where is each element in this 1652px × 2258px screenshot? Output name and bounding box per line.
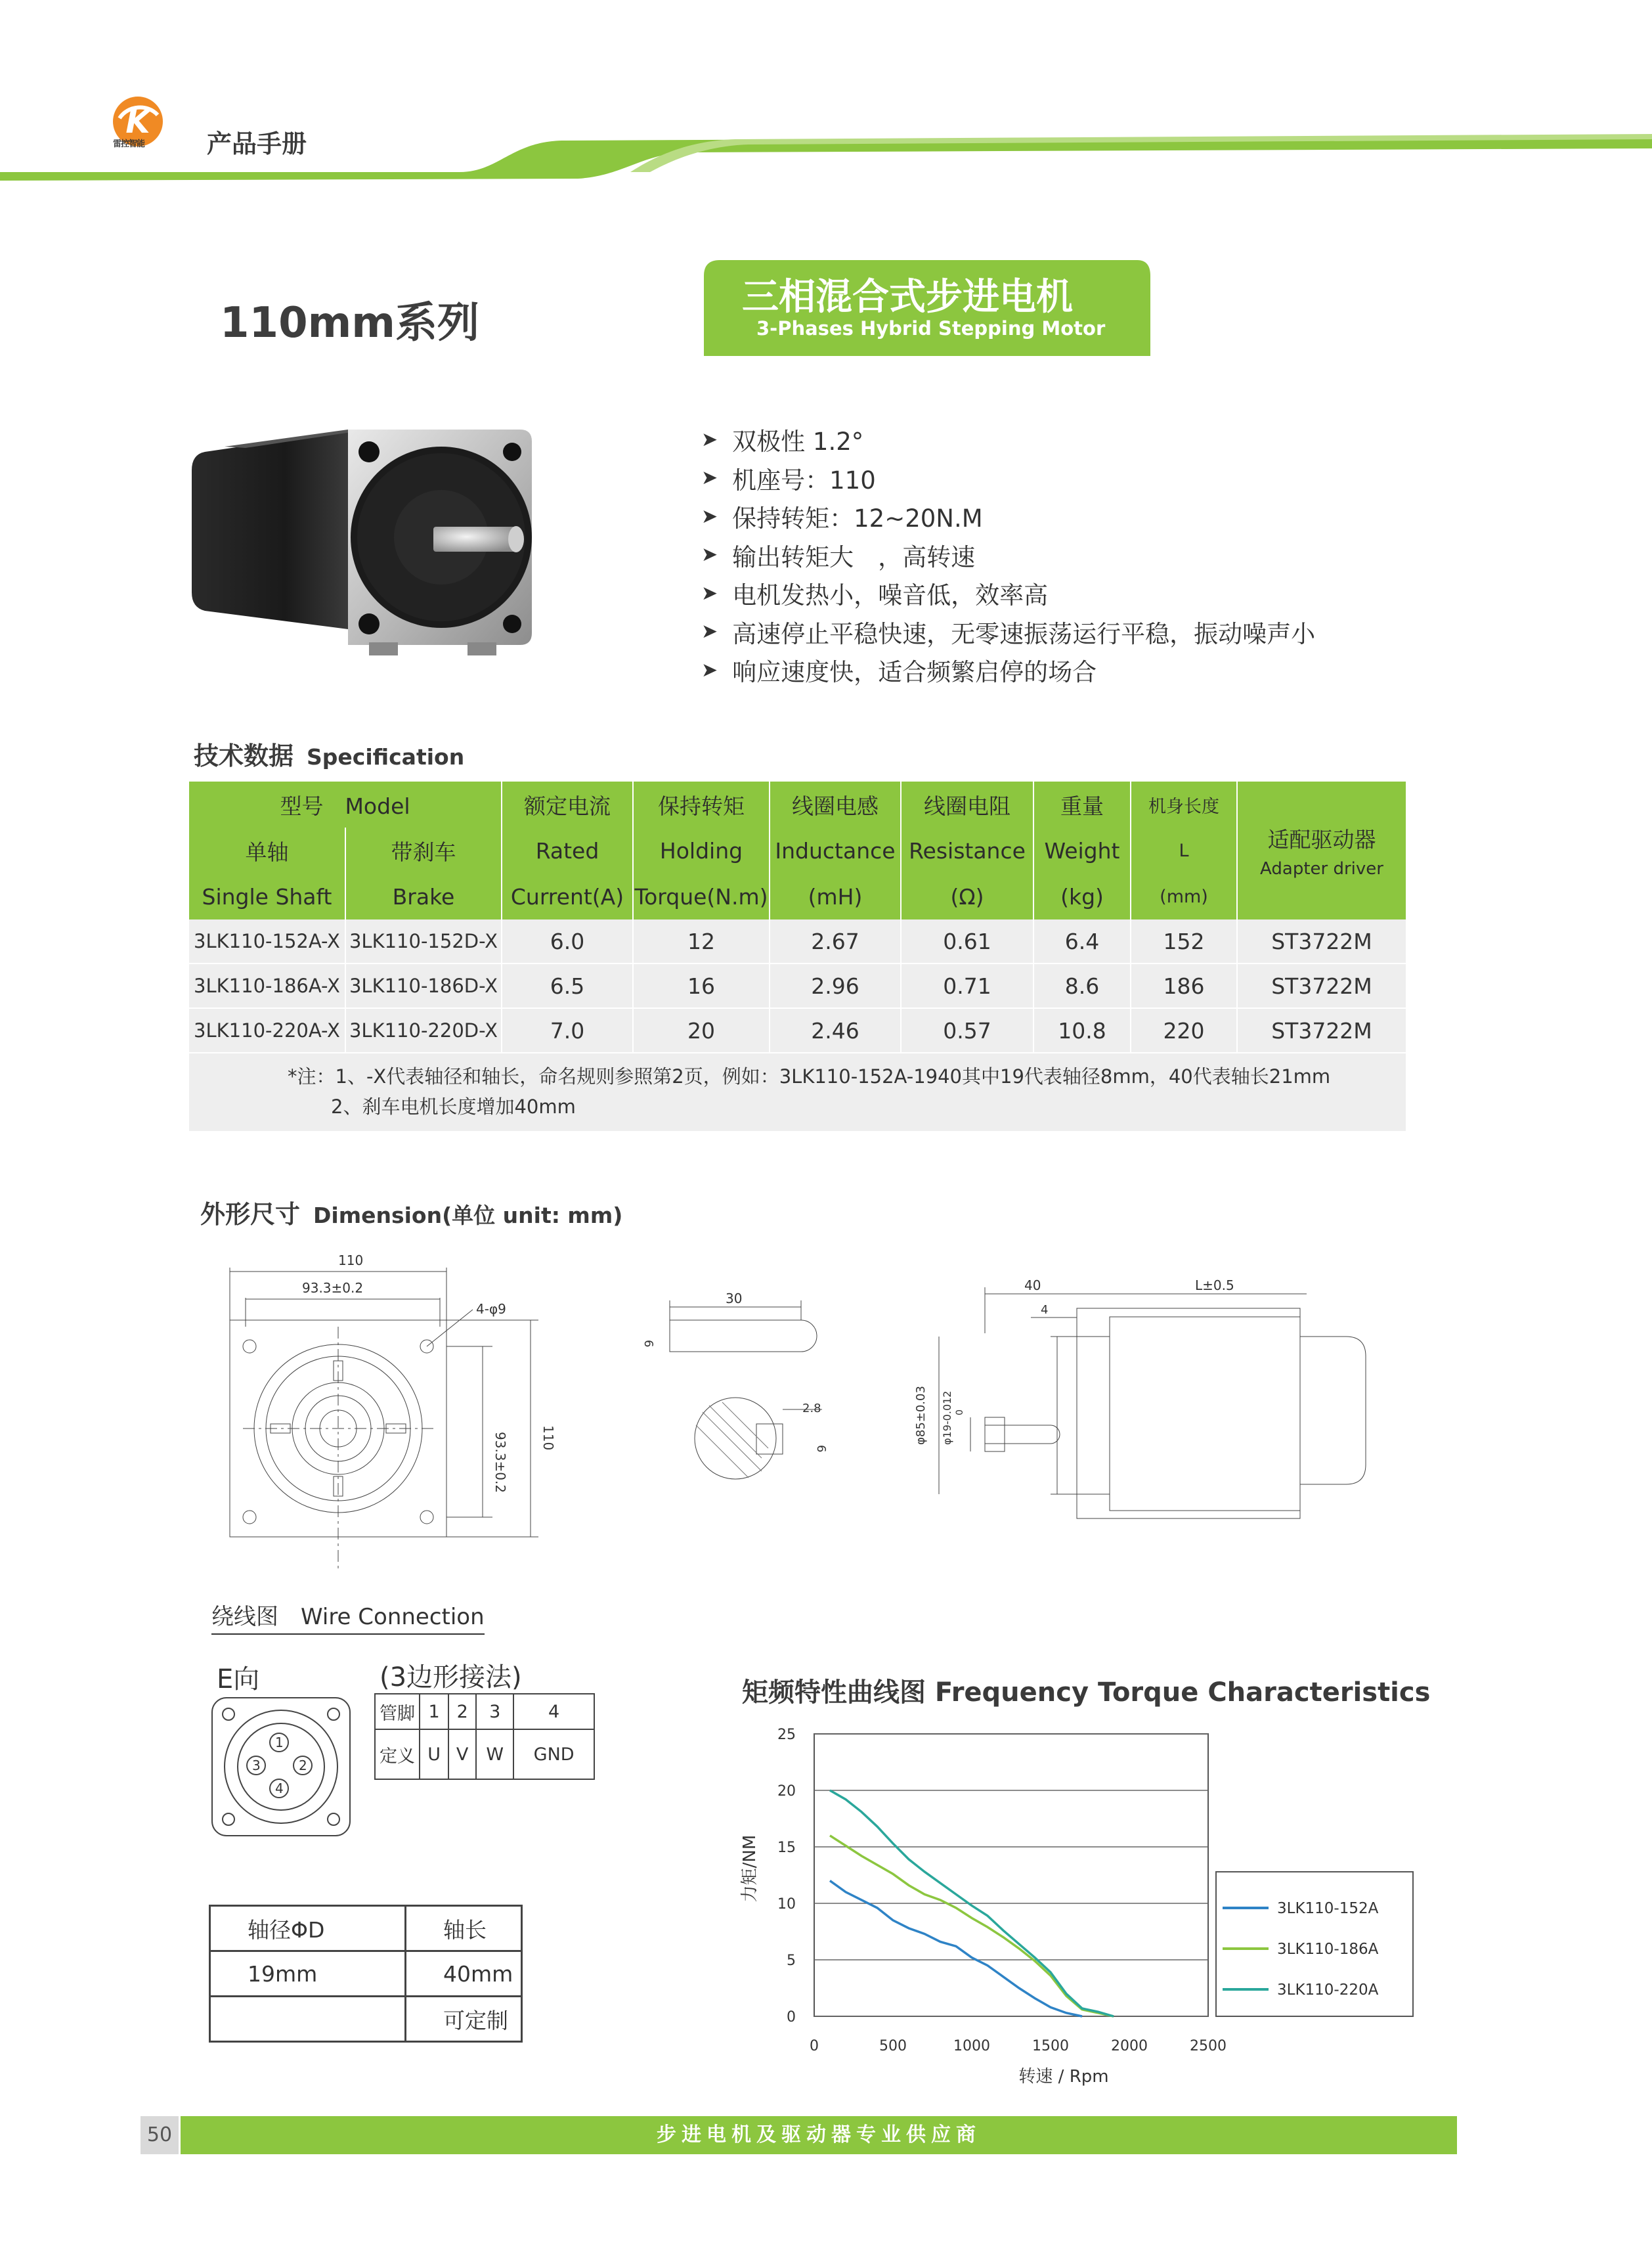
pin-table [374,1693,595,1780]
svg-text:6: 6 [641,1340,655,1348]
x-tick-label: 0 [810,2038,819,2054]
svg-text:L±0.5: L±0.5 [1195,1277,1234,1293]
svg-text:93.3±0.2: 93.3±0.2 [302,1280,364,1296]
y-tick-label: 5 [787,1953,796,1969]
table-row: 3LK110-152A-X 3LK110-152D-X 6.0 12 2.67 0.61 6.4 152 ST3722M [189,919,1406,963]
y-tick-label: 10 [777,1896,796,1913]
svg-text:4-φ9: 4-φ9 [476,1301,506,1317]
pin-4-label: 4 [275,1781,284,1796]
svg-text:K: K [125,104,150,141]
chart-legend [1216,1872,1413,2016]
table-row: 轴径ΦD 轴长 [210,1906,522,1951]
table-row: 3LK110-220A-X 3LK110-220D-X 7.0 20 2.46 0.57 10.8 220 ST3722M [189,1008,1406,1053]
svg-text:4: 4 [1041,1303,1049,1317]
svg-text:φ85±0.03: φ85±0.03 [914,1386,928,1445]
shaft-key-drawing [630,1281,847,1504]
svg-text:2.8: 2.8 [802,1402,821,1415]
feature-list [701,420,1315,690]
connector-diagram [209,1694,353,1839]
feature-item: ➤ 输出转矩大 ，高转速 [701,542,976,571]
arrow-bullet-icon: ➤ [701,466,718,490]
y-tick-labels [777,1727,796,2026]
x-tick-label: 1500 [1032,2038,1069,2054]
arrow-bullet-icon: ➤ [701,620,718,644]
pin-3-label: 3 [252,1758,261,1773]
legend-label: 3LK110-220A [1277,1981,1379,1999]
spec-header-row: Single Shaft Brake Current(A) Torque(N.m) (mH) (Ω) (kg) (mm) [189,874,1406,919]
svg-text:φ19-0.012: φ19-0.012 [941,1390,953,1445]
chart-grid [814,1734,1208,2016]
wire-method: (3边形接法) [380,1662,522,1693]
footer-slogan: 步进电机及驱动器专业供应商 [181,2116,1457,2154]
feature-item: ➤ 双极性 1.2° [701,428,864,456]
badge-title-cn: 三相混合式步进电机 [742,276,1073,319]
motor-photo [172,420,540,670]
page-number: 50 [141,2116,179,2154]
spec-table [189,782,1407,1131]
series-line-3LK110-186A [830,1836,1114,2016]
chart-title: 矩频特性曲线图 Frequency Torque Characteristics [742,1677,1431,1708]
wire-heading: 绕线图 Wire Connection [211,1599,485,1635]
svg-text:110: 110 [338,1252,364,1268]
svg-text:110: 110 [540,1425,556,1451]
legend-label: 3LK110-186A [1277,1941,1379,1958]
table-row: 管脚 1 2 3 4 [375,1694,594,1729]
spec-heading: 技术数据 Specification [194,742,465,770]
y-tick-label: 25 [777,1727,796,1743]
brand-logo [98,92,181,164]
feature-item: ➤ 机座号：110 [701,466,876,495]
feature-item: ➤ 电机发热小，噪音低，效率高 [701,581,1049,610]
side-view-drawing [913,1268,1385,1570]
svg-text:0: 0 [955,1409,965,1415]
svg-text:40: 40 [1024,1277,1041,1293]
series-title: 110mm系列 [220,299,479,347]
dimension-heading: 外形尺寸 Dimension(单位 unit: mm) [200,1200,623,1229]
shaft-option-table [209,1905,523,2043]
spec-note: *注：1、-X代表轴径和轴长，命名规则参照第2页，例如：3LK110-152A-1940其中19代表轴径8mm，40代表轴长21mm 2、刹车电机长度增加40mm [189,1053,1406,1131]
spec-header-row: 型号 Model 额定电流 保持转矩 线圈电感 线圈电阻 重量 机身长度 适配驱动器 Adapter driver [189,782,1406,828]
spec-header-row: 单轴 带刹车 Rated Holding Inductance Resistance Weight L [189,828,1406,874]
table-row: 3LK110-186A-X 3LK110-186D-X 6.5 16 2.96 0.71 8.6 186 ST3722M [189,963,1406,1008]
pin-1-label: 1 [275,1735,284,1750]
brand-logo-text: 雷控智能 [113,139,145,149]
header-swoosh [0,0,1652,197]
feature-item: ➤ 保持转矩：12~20N.M [701,504,983,533]
x-tick-label: 500 [879,2038,907,2054]
y-tick-label: 20 [777,1783,796,1800]
feature-item: ➤ 高速停止平稳快速，无零速振荡运行平稳，振动噪声小 [701,619,1316,648]
torque-chart [722,1708,1445,2102]
legend-label: 3LK110-152A [1277,1900,1379,1917]
table-row: 19mm 40mm [210,1951,522,1997]
arrow-bullet-icon: ➤ [701,543,718,567]
plot-area [814,1734,1208,2016]
svg-text:93.3±0.2: 93.3±0.2 [492,1432,508,1494]
wire-view-label: E向 [217,1664,260,1694]
x-tick-labels [810,2038,1227,2054]
arrow-bullet-icon: ➤ [701,581,718,605]
x-tick-label: 2500 [1190,2038,1227,2054]
y-axis-label: 力矩/NM [740,1834,760,1903]
arrow-bullet-icon: ➤ [701,428,718,451]
x-tick-label: 1000 [953,2038,990,2054]
feature-item: ➤ 响应速度快，适合频繁启停的场合 [701,658,1097,687]
y-tick-label: 0 [787,2009,796,2026]
y-tick-label: 15 [777,1840,796,1856]
series-line-3LK110-152A [830,1881,1082,2016]
table-row: 可定制 [210,1997,522,2042]
arrow-bullet-icon: ➤ [701,658,718,682]
badge-title-en: 3-Phases Hybrid Stepping Motor [756,317,1106,340]
front-view-drawing [217,1248,571,1576]
svg-text:6: 6 [814,1445,828,1453]
pin-2-label: 2 [299,1758,307,1773]
x-tick-label: 2000 [1111,2038,1148,2054]
svg-text:30: 30 [726,1291,743,1306]
table-row: 定义 U V W GND [375,1729,594,1779]
arrow-bullet-icon: ➤ [701,504,718,528]
x-axis-label: 转速 / Rpm [1018,2067,1109,2087]
header-title: 产品手册 [207,129,307,158]
